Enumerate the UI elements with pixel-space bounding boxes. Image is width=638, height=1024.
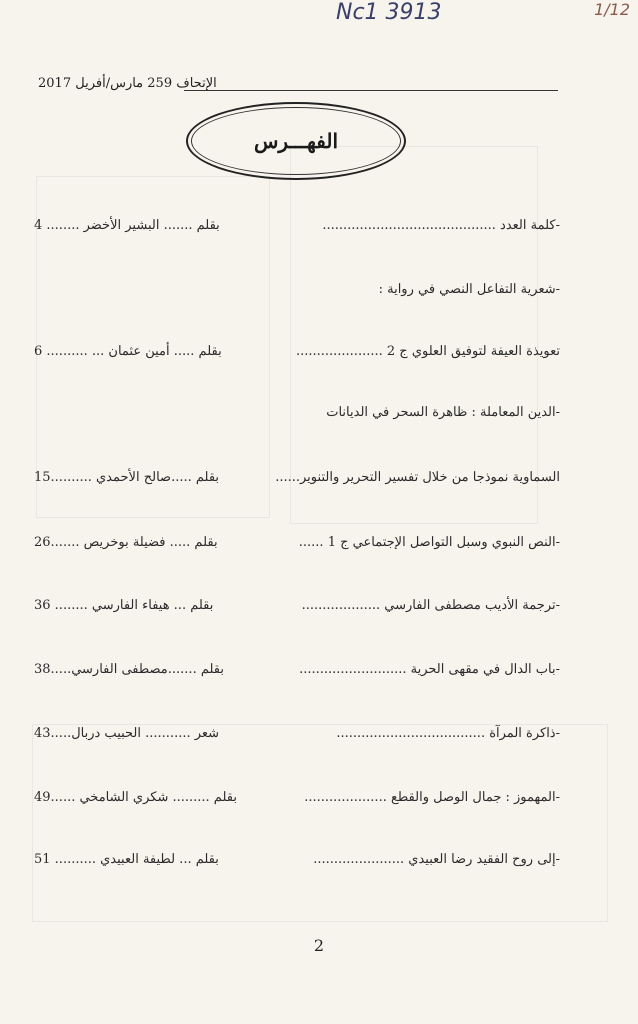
toc-entry [34, 344, 560, 359]
toc-entry-title: -إلى روح الفقيد رضا العبيدي ...................... [313, 852, 560, 867]
toc-entry-author-page: بقلم ..... أمين عثمان ... .......... 6 [34, 344, 222, 359]
toc-entry-title: السماوية نموذجا من خلال تفسير التحرير والتنوير...... [275, 470, 560, 485]
toc-entry-author-page: بقلم ..... فضيلة بوخريص .......26 [34, 535, 218, 550]
toc-entry [34, 790, 560, 805]
toc-entry-author-page: بقلم .....صالح الأحمدي ..........15 [34, 470, 220, 485]
page-title: الفهـــرس [253, 129, 338, 153]
toc-entry-author-page: بقلم ....... البشير الأخضر ........ 4 [34, 218, 220, 233]
toc-entry-author-page: بقلم ......... شكري الشامخي ......49 [34, 790, 237, 805]
toc-entry [34, 282, 560, 297]
corner-mark: 1/12 [594, 0, 630, 19]
show-through-frame [290, 146, 538, 524]
toc-entry [34, 662, 560, 677]
toc-entry-title: تعويذة العيفة لتوفيق العلوي ج 2 ..................... [295, 344, 560, 359]
page-number: 2 [313, 936, 325, 955]
toc-entry-author-page: شعر ........... الحبيب دربال.....43 [34, 726, 220, 741]
toc-entry-title: -شعرية التفاعل النصي في رواية : [378, 282, 560, 297]
toc-entry-author-page: بقلم .......مصطفى الفارسي.....38 [34, 662, 224, 677]
toc-entry [34, 852, 560, 867]
toc-entry [34, 726, 560, 741]
toc-entry-author-page: بقلم ... هيفاء الفارسي ........ 36 [34, 598, 214, 613]
toc-entry [34, 535, 560, 550]
toc-entry [34, 598, 560, 613]
toc-entry-title: -الدين المعاملة : ظاهرة السحر في الديانات [326, 405, 560, 420]
show-through-frame [32, 724, 608, 922]
toc-entry-title: -باب الدال في مقهى الحرية .......................... [299, 662, 560, 677]
catalog-number: Nc1 3913 [336, 0, 442, 25]
title-oval [186, 102, 406, 180]
toc-entry-title: -كلمة العدد .......................................... [322, 218, 560, 233]
toc-entry-title: -النص النبوي وسبل التواصل الإجتماعي ج 1 ...... [298, 535, 560, 550]
toc-entry-title: -ترجمة الأديب مصطفى الفارسي ................... [301, 598, 560, 613]
toc-entry-title: -المهموز : جمال الوصل والقطع .................... [304, 790, 560, 805]
header-rule [184, 90, 558, 91]
issue-line: الإتحاف 259 مارس/أفريل 2017 [38, 76, 217, 91]
toc-entry-title: -ذاكرة المرآة .................................... [336, 726, 560, 741]
toc-entry [34, 405, 560, 420]
toc-entry [34, 470, 560, 485]
toc-entry [34, 218, 560, 233]
toc-entry-author-page: بقلم ... لطيفة العبيدي .......... 51 [34, 852, 219, 867]
